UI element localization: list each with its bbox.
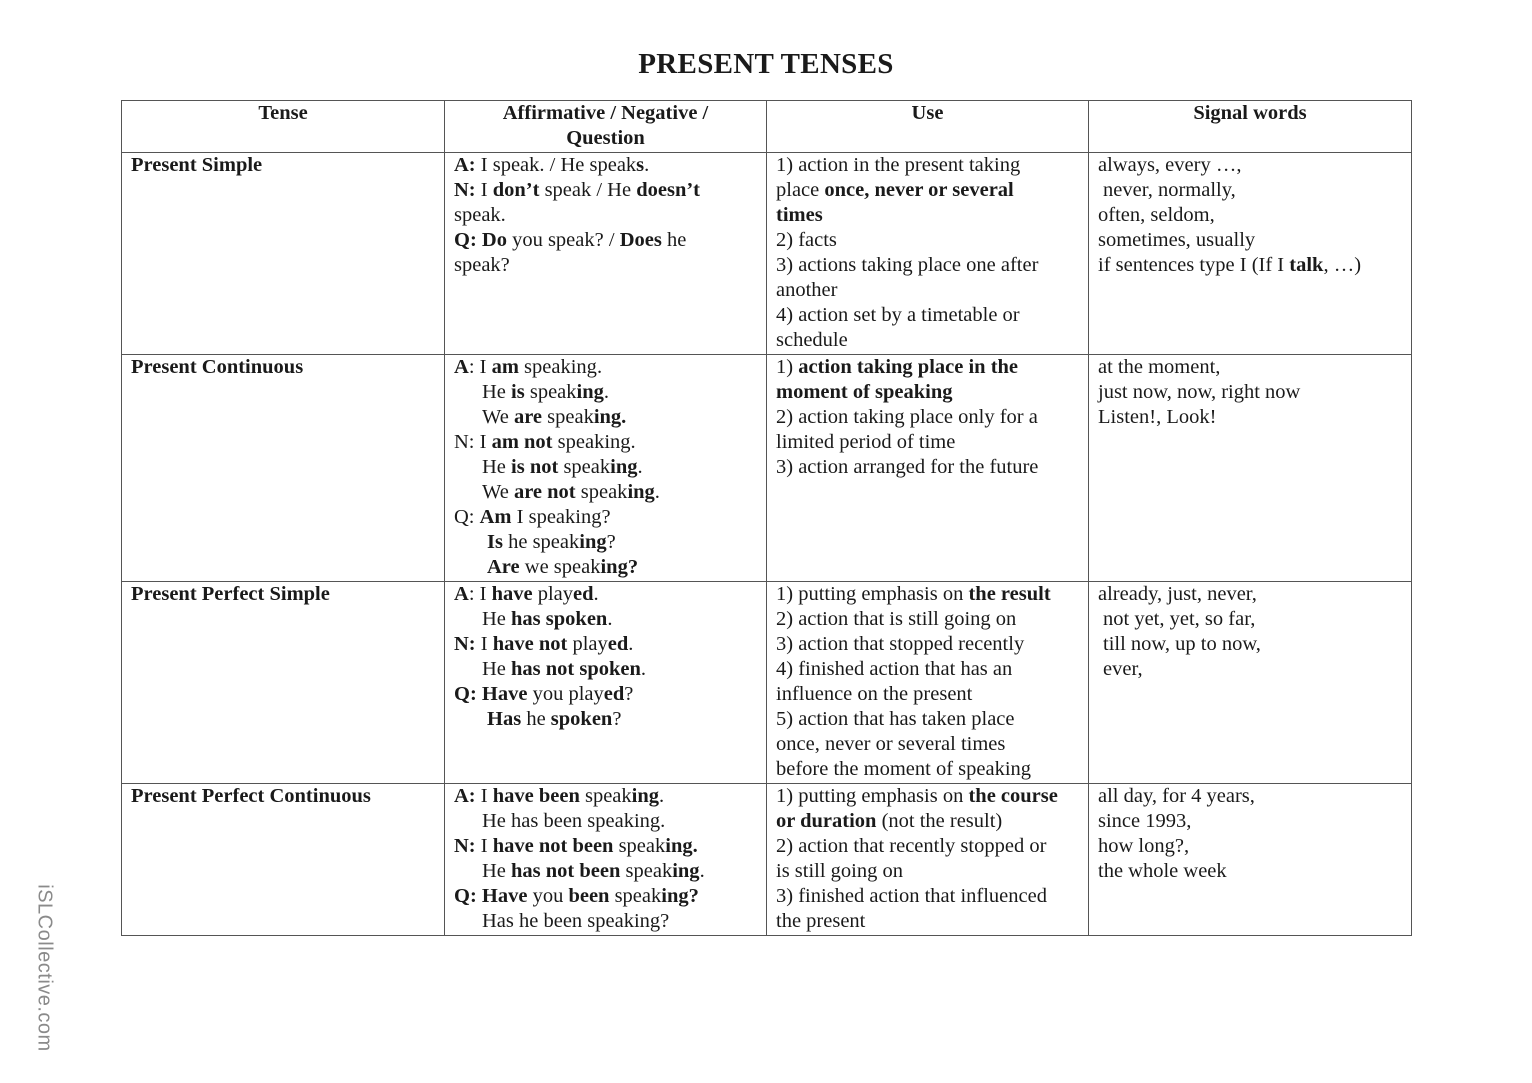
text-line: is still going on: [776, 860, 904, 882]
text-line: N: I am not speaking.: [454, 431, 636, 453]
text-line: He has been speaking.: [482, 810, 666, 832]
tense-cell: [122, 355, 445, 582]
text-line: He is not speaking.: [482, 456, 643, 478]
text-line: at the moment,: [1098, 356, 1221, 378]
signal-words-cell: [1089, 784, 1412, 936]
text-line: Is he speaking?: [487, 531, 616, 553]
text-line: how long?,: [1098, 835, 1190, 857]
text-line: We are speaking.: [482, 406, 627, 428]
table-row: [122, 355, 1412, 582]
tense-name: Present Perfect Simple: [131, 583, 330, 605]
text-line: 4) action set by a timetable or: [776, 304, 1020, 326]
text-line: speak?: [454, 254, 510, 276]
text-line: Q: Have you been speaking?: [454, 885, 699, 907]
text-line: 3) action that stopped recently: [776, 633, 1025, 655]
tense-cell: [122, 582, 445, 784]
text-line: not yet, yet, so far,: [1103, 608, 1256, 630]
text-line: ever,: [1103, 658, 1143, 680]
text-line: N: I have not played.: [454, 633, 634, 655]
forms-cell: [445, 784, 767, 936]
text-line: Q: Have you played?: [454, 683, 634, 705]
tense-cell: [122, 153, 445, 355]
text-line: 5) action that has taken place: [776, 708, 1015, 730]
text-line: place once, never or several: [776, 179, 1014, 201]
text-line: always, every …,: [1098, 154, 1242, 176]
text-line: times: [776, 204, 823, 226]
text-line: He has not been speaking.: [482, 860, 705, 882]
signal-words-cell: [1089, 355, 1412, 582]
text-line: never, normally,: [1103, 179, 1236, 201]
text-line: influence on the present: [776, 683, 973, 705]
text-line: He has spoken.: [482, 608, 613, 630]
table-row: [122, 582, 1412, 784]
text-line: 4) finished action that has an: [776, 658, 1013, 680]
text-line: just now, now, right now: [1098, 381, 1301, 403]
text-line: limited period of time: [776, 431, 956, 453]
text-line: if sentences type I (If I talk, …): [1098, 254, 1362, 276]
text-line: sometimes, usually: [1098, 229, 1256, 251]
use-cell: [767, 582, 1089, 784]
text-line: the whole week: [1098, 860, 1227, 882]
text-line: the present: [776, 910, 866, 932]
text-line: 2) action taking place only for a: [776, 406, 1038, 428]
tense-cell: [122, 784, 445, 936]
text-line: 3) actions taking place one after: [776, 254, 1039, 276]
text-line: 1) putting emphasis on the course: [776, 785, 1058, 807]
text-line: schedule: [776, 329, 848, 351]
header-tense-label: Tense: [258, 102, 308, 124]
forms-cell: [445, 355, 767, 582]
signal-words-cell: [1089, 153, 1412, 355]
text-line: 2) action that recently stopped or: [776, 835, 1047, 857]
text-line: moment of speaking: [776, 381, 953, 403]
page-title: PRESENT TENSES: [638, 48, 894, 80]
text-line: 2) facts: [776, 229, 837, 251]
use-cell: [767, 153, 1089, 355]
header-use-label: Use: [911, 102, 944, 124]
header-signal: [1089, 101, 1412, 153]
signal-words-cell: [1089, 582, 1412, 784]
text-line: 2) action that is still going on: [776, 608, 1017, 630]
text-line: He has not spoken.: [482, 658, 647, 680]
table-row: [122, 153, 1412, 355]
text-line: all day, for 4 years,: [1098, 785, 1255, 807]
text-line: A: I speak. / He speaks.: [454, 154, 650, 176]
header-signal-label: Signal words: [1193, 102, 1307, 124]
text-line: Q: Do you speak? / Does he: [454, 229, 687, 251]
text-line: N: I don’t speak / He doesn’t: [454, 179, 701, 201]
text-line: A: I have been speaking.: [454, 785, 665, 807]
text-line: N: I have not been speaking.: [454, 835, 698, 857]
forms-cell: [445, 582, 767, 784]
text-line: Are we speaking?: [487, 556, 639, 578]
text-line: He is speaking.: [482, 381, 610, 403]
text-line: A: I have played.: [454, 583, 599, 605]
use-cell: [767, 784, 1089, 936]
text-line: once, never or several times: [776, 733, 1006, 755]
text-line: 3) finished action that influenced: [776, 885, 1047, 907]
text-line: before the moment of speaking: [776, 758, 1032, 780]
watermark: iSLCollective.com: [33, 884, 56, 1052]
text-line: already, just, never,: [1098, 583, 1257, 605]
text-line: or duration (not the result): [776, 810, 1003, 832]
tense-name: Present Simple: [131, 154, 263, 176]
text-line: 1) putting emphasis on the result: [776, 583, 1051, 605]
text-line: often, seldom,: [1098, 204, 1215, 226]
present-tenses-table: [121, 100, 1412, 936]
text-line: Q: Am I speaking?: [454, 506, 611, 528]
text-line: since 1993,: [1098, 810, 1192, 832]
header-forms-line2: Question: [566, 127, 645, 149]
text-line: another: [776, 279, 838, 301]
forms-cell: [445, 153, 767, 355]
text-line: Listen!, Look!: [1098, 406, 1217, 428]
text-line: 1) action in the present taking: [776, 154, 1021, 176]
header-use: [767, 101, 1089, 153]
tense-name: Present Perfect Continuous: [131, 785, 371, 807]
header-tense: [122, 101, 445, 153]
text-line: We are not speaking.: [482, 481, 660, 503]
text-line: 3) action arranged for the future: [776, 456, 1039, 478]
header-forms-line1: Affirmative / Negative /: [502, 102, 709, 124]
text-line: 1) action taking place in the: [776, 356, 1019, 378]
text-line: Has he spoken?: [487, 708, 622, 730]
table-header-row: [122, 101, 1412, 153]
text-line: speak.: [454, 204, 506, 226]
tense-name: Present Continuous: [131, 356, 304, 378]
table-row: [122, 784, 1412, 936]
header-forms: [445, 101, 767, 153]
use-cell: [767, 355, 1089, 582]
text-line: till now, up to now,: [1103, 633, 1261, 655]
text-line: Has he been speaking?: [482, 910, 670, 932]
text-line: A: I am speaking.: [454, 356, 603, 378]
